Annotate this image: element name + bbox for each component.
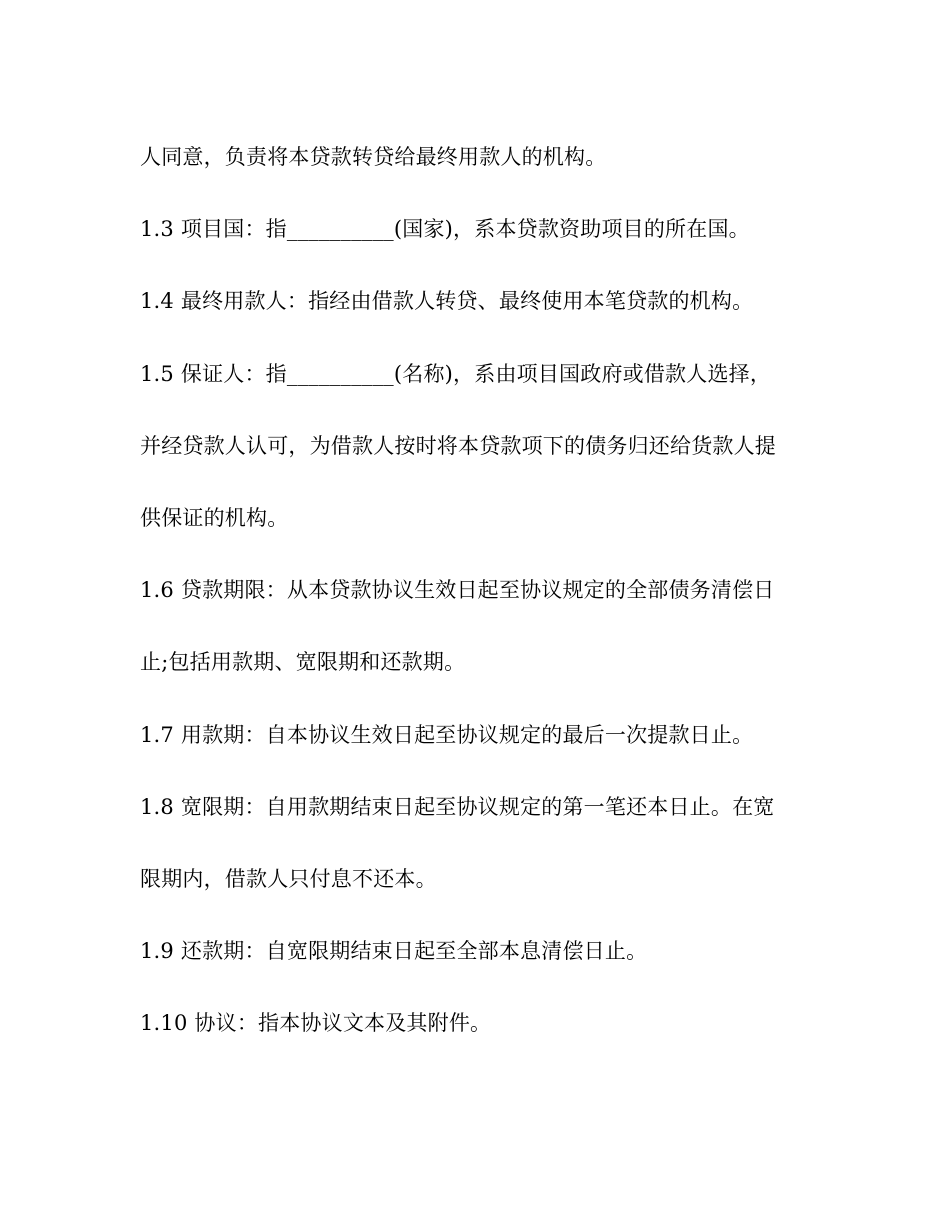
text-line-11: 限期内，借款人只付息不还本。 — [140, 866, 437, 891]
text-line-1: 人同意，负责将本贷款转贷给最终用款人的机构。 — [140, 145, 607, 169]
text-line-12: 1.9 还款期：自宽限期结束日起至全部本息清偿日止。 — [140, 939, 648, 964]
document-body — [140, 135, 820, 1073]
text-line-6: 供保证的机构。 — [140, 505, 289, 530]
text-line-9: 1.7 用款期：自本协议生效日起至协议规定的最后一次提款日止。 — [140, 722, 754, 747]
text-line-7: 1.6 贷款期限：从本贷款协议生效日起至协议规定的全部债务清偿日 — [140, 578, 775, 603]
text-line-8: 止;包括用款期、宽限期和还款期。 — [140, 650, 466, 675]
text-line-2: 1.3 项目国：指__________(国家)，系本贷款资助项目的所在国。 — [140, 217, 750, 242]
text-line-13: 1.10 协议：指本协议文本及其附件。 — [140, 1011, 492, 1036]
text-line-5: 并经贷款人认可，为借款人按时将本贷款项下的债务归还给货款人提 — [140, 433, 776, 458]
text-line-4: 1.5 保证人：指__________(名称)，系由项目国政府或借款人选择， — [140, 361, 772, 386]
text-line-10: 1.8 宽限期：自用款期结束日起至协议规定的第一笔还本日止。在宽 — [140, 794, 775, 819]
text-line-3: 1.4 最终用款人：指经由借款人转贷、最终使用本笔贷款的机构。 — [140, 289, 754, 314]
